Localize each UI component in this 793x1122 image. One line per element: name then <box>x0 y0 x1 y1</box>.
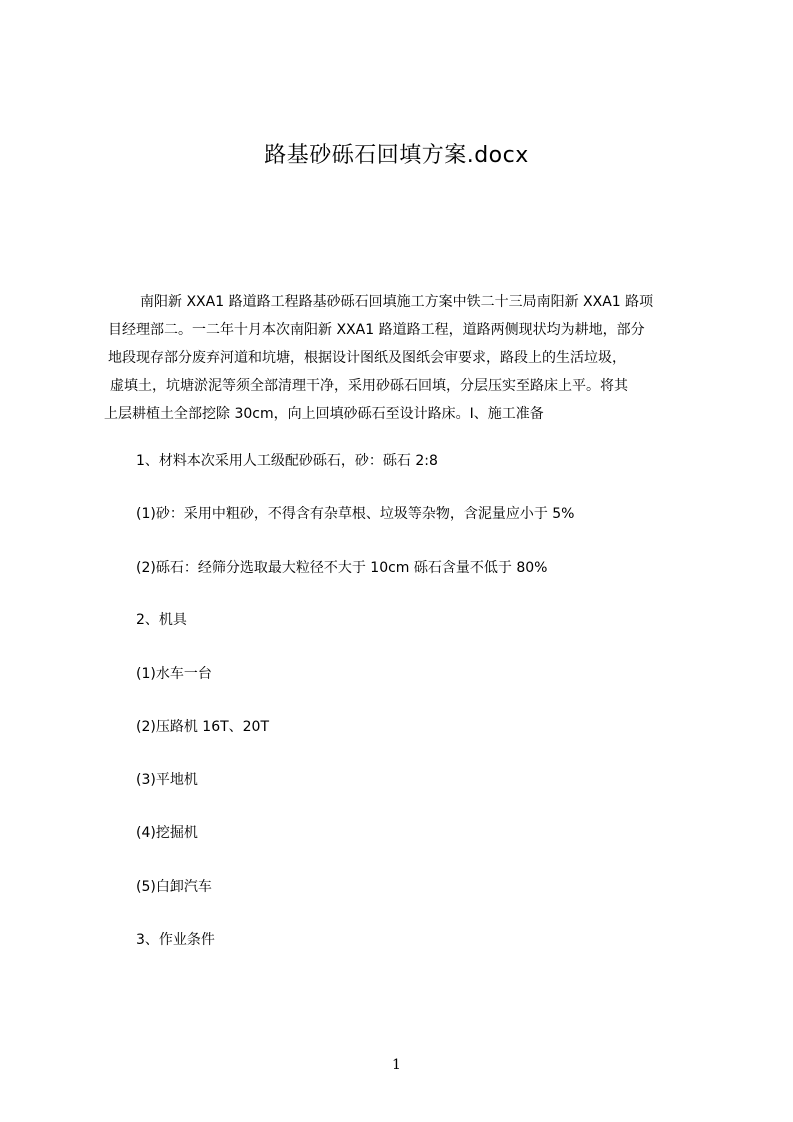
list-item-water-truck: (1)水车一台 <box>136 666 212 682</box>
document-title: 路基砂砾石回填方案.docx <box>264 143 529 168</box>
section-heading-conditions: 3、作业条件 <box>136 932 215 948</box>
list-item-sand: (1)砂：采用中粗砂，不得含有杂草根、垃圾等杂物，含泥量应小于 5% <box>136 506 575 522</box>
intro-line: 目经理部二。一二年十月本次南阳新 XXA1 路道路工程，道路两侧现状均为耕地，部分 <box>108 322 645 338</box>
intro-line: 上层耕植土全部挖除 30cm，向上回填砂砾石至设计路床。I、施工准备 <box>104 406 544 422</box>
section-heading-materials: 1、材料本次采用人工级配砂砾石，砂：砾石 2:8 <box>136 453 438 469</box>
intro-line: 南阳新 XXA1 路道路工程路基砂砾石回填施工方案中铁二十三局南阳新 XXA1 路项 <box>140 294 654 310</box>
list-item-dump-truck: (5)白卸汽车 <box>136 879 212 895</box>
intro-line: 虚填土，坑塘淤泥等须全部清理干净，采用砂砾石回填，分层压实至路床上平。将其 <box>110 378 628 394</box>
intro-line: 地段现存部分废弃河道和坑塘，根据设计图纸及图纸会审要求，路段上的生活垃圾， <box>108 350 626 366</box>
section-heading-machinery: 2、机具 <box>136 612 187 628</box>
list-item-gravel: (2)砾石：经筛分选取最大粒径不大于 10cm 砾石含量不低于 80% <box>136 560 548 576</box>
list-item-excavator: (4)挖掘机 <box>136 825 198 841</box>
page-number: 1 <box>392 1057 401 1073</box>
intro-paragraph <box>104 288 700 428</box>
list-item-roller: (2)压路机 16T、20T <box>136 719 270 735</box>
list-item-grader: (3)平地机 <box>136 772 198 788</box>
